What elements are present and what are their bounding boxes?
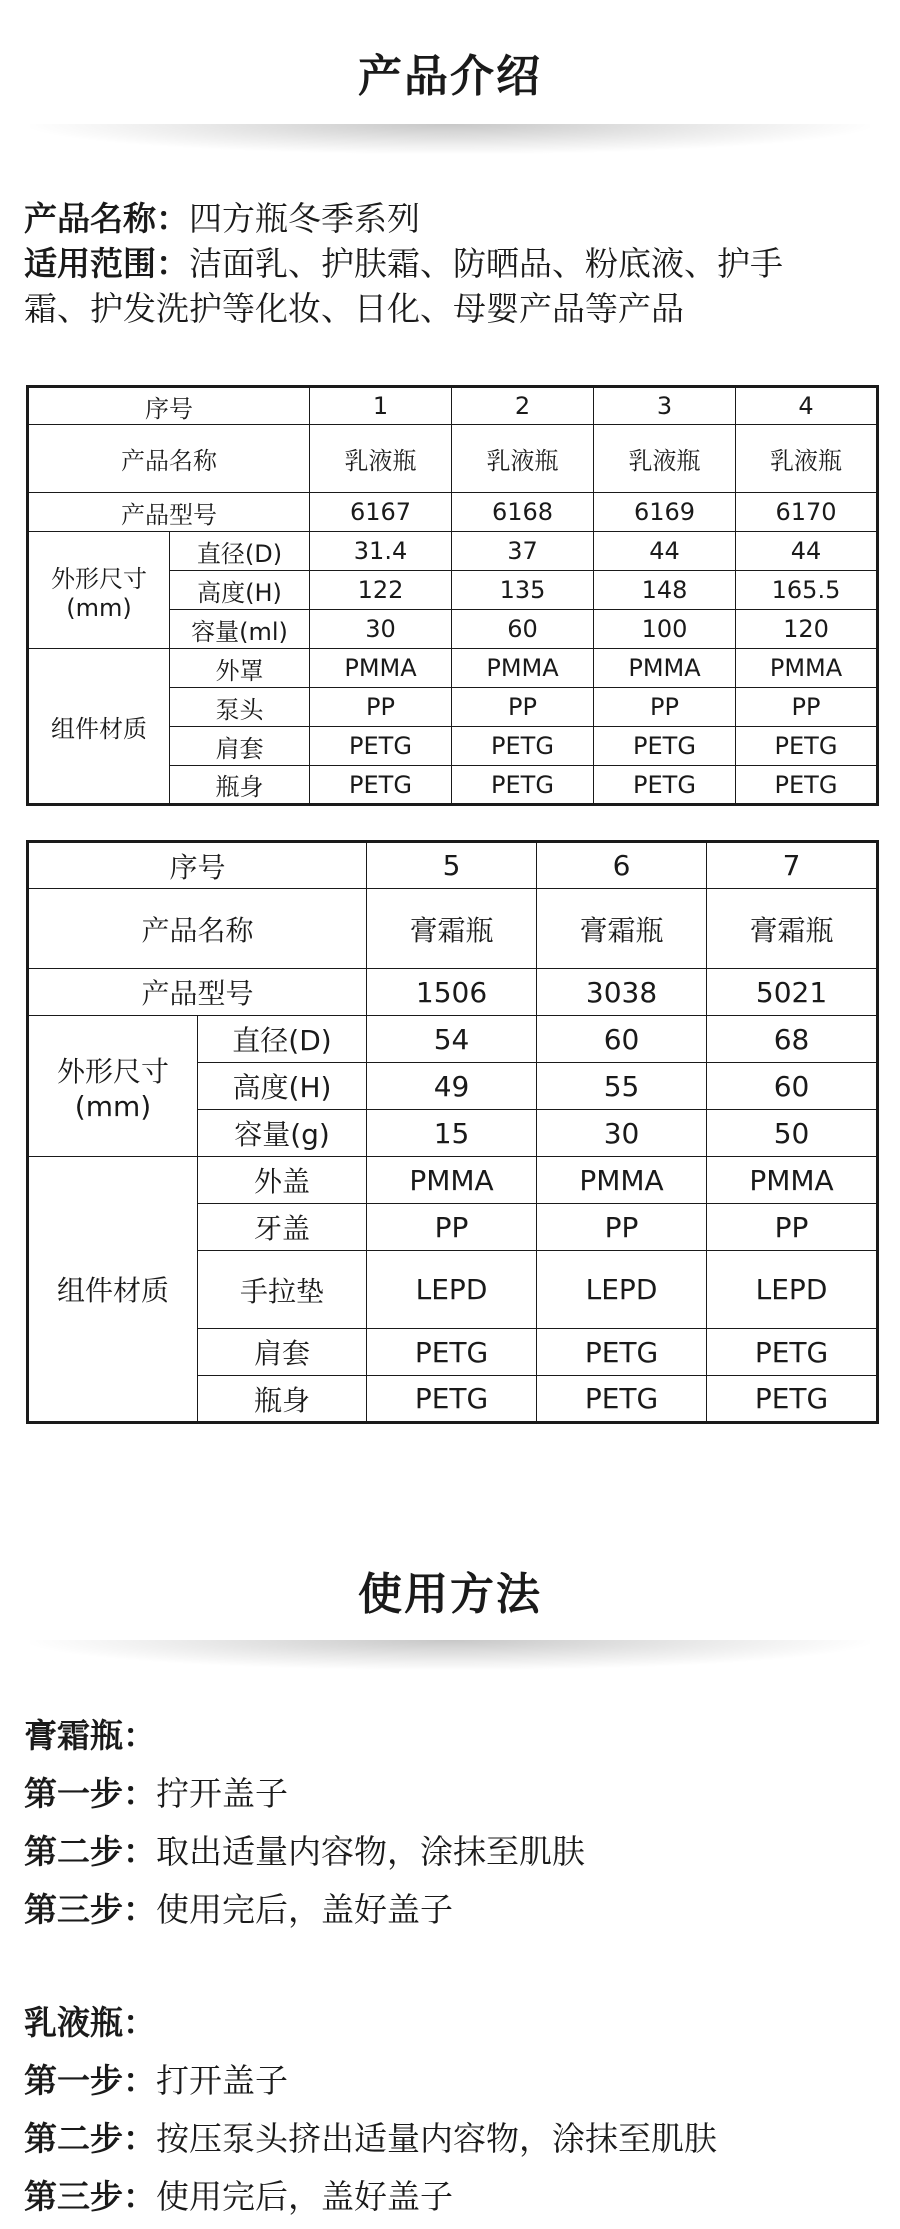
cell-name: 乳液瓶 <box>310 425 452 493</box>
cell-name: 膏霜瓶 <box>707 889 878 969</box>
cell-material: PMMA <box>537 1157 707 1204</box>
cell-model: 6168 <box>452 493 594 532</box>
header-height: 高度(H) <box>170 571 310 610</box>
cell-no: 6 <box>537 842 707 889</box>
header-size-unit: (mm) <box>66 593 132 622</box>
cell-name: 乳液瓶 <box>452 425 594 493</box>
table-row <box>28 1157 878 1204</box>
cell-diameter: 54 <box>367 1016 537 1063</box>
cell-height: 55 <box>537 1063 707 1110</box>
step-label: 第三步： <box>24 2177 156 2216</box>
header-material-5: 瓶身 <box>198 1376 367 1423</box>
header-name: 产品名称 <box>28 425 310 493</box>
title-divider-shadow <box>30 124 870 154</box>
lotion-step-1 <box>24 2052 884 2110</box>
table-row <box>28 387 878 425</box>
header-size-label: 外形尺寸 <box>56 1054 169 1088</box>
lotion-step-2 <box>24 2110 884 2168</box>
product-name-value: 四方瓶冬季系列 <box>189 199 420 238</box>
header-model: 产品型号 <box>28 969 367 1016</box>
cell-model: 3038 <box>537 969 707 1016</box>
cell-name: 膏霜瓶 <box>537 889 707 969</box>
cell-height: 122 <box>310 571 452 610</box>
cell-model: 6170 <box>736 493 878 532</box>
lotion-heading-label: 乳液瓶： <box>24 2003 156 2042</box>
step-label: 第三步： <box>24 1890 156 1929</box>
cell-height: 49 <box>367 1063 537 1110</box>
cell-material: PETG <box>452 727 594 766</box>
cell-material: LEPD <box>707 1251 878 1329</box>
cell-height: 60 <box>707 1063 878 1110</box>
cell-capacity: 15 <box>367 1110 537 1157</box>
cell-material: PETG <box>452 766 594 805</box>
cell-material: PETG <box>594 727 736 766</box>
header-material-4: 肩套 <box>198 1329 367 1376</box>
cell-material: PETG <box>707 1329 878 1376</box>
cream-step-1 <box>24 1765 884 1823</box>
scope-line <box>24 241 884 286</box>
cell-diameter: 68 <box>707 1016 878 1063</box>
scope-value-1: 洁面乳、护肤霜、防晒品、粉底液、护手 <box>189 244 783 283</box>
title-divider-shadow <box>30 1640 870 1670</box>
cell-material: PETG <box>310 727 452 766</box>
cell-material: PMMA <box>707 1157 878 1204</box>
section-title-product-intro: 产品介绍 <box>358 51 542 102</box>
cell-material: PMMA <box>452 649 594 688</box>
cell-material: LEPD <box>367 1251 537 1329</box>
cell-material: PMMA <box>594 649 736 688</box>
cell-material: PETG <box>594 766 736 805</box>
cell-material: PMMA <box>736 649 878 688</box>
header-size-unit: (mm) <box>74 1089 152 1123</box>
cell-diameter: 60 <box>537 1016 707 1063</box>
header-capacity: 容量(ml) <box>170 610 310 649</box>
scope-line-2 <box>24 286 884 331</box>
cell-height: 135 <box>452 571 594 610</box>
cell-material: PMMA <box>367 1157 537 1204</box>
header-size-label: 外形尺寸 <box>51 564 147 593</box>
cell-model: 1506 <box>367 969 537 1016</box>
table-row <box>28 1016 878 1063</box>
cell-material: PETG <box>707 1376 878 1423</box>
cell-name: 乳液瓶 <box>594 425 736 493</box>
header-name: 产品名称 <box>28 889 367 969</box>
cell-model: 5021 <box>707 969 878 1016</box>
cream-heading <box>24 1707 884 1765</box>
section-title-usage: 使用方法 <box>358 1569 542 1620</box>
cream-steps <box>24 1707 884 1939</box>
cell-material: PP <box>310 688 452 727</box>
cream-step-3 <box>24 1881 884 1939</box>
step-label: 第一步： <box>24 2061 156 2100</box>
table-row <box>28 493 878 532</box>
header-material-3: 手拉垫 <box>198 1251 367 1329</box>
cell-height: 148 <box>594 571 736 610</box>
cell-material: PETG <box>310 766 452 805</box>
step-text: 打开盖子 <box>156 2061 288 2100</box>
cell-no: 2 <box>452 387 594 425</box>
header-height: 高度(H) <box>198 1063 367 1110</box>
header-material-3: 肩套 <box>170 727 310 766</box>
cell-material: PETG <box>736 766 878 805</box>
cell-material: PP <box>736 688 878 727</box>
cell-height: 165.5 <box>736 571 878 610</box>
product-info <box>24 196 884 331</box>
cell-material: PETG <box>367 1329 537 1376</box>
header-diameter: 直径(D) <box>198 1016 367 1063</box>
cell-capacity: 30 <box>310 610 452 649</box>
cell-material: PETG <box>736 727 878 766</box>
cell-model: 6167 <box>310 493 452 532</box>
scope-value-2: 霜、护发洗护等化妆、日化、母婴产品等产品 <box>24 289 684 328</box>
cell-name: 膏霜瓶 <box>367 889 537 969</box>
spec-table-cream <box>26 840 879 1424</box>
cell-capacity: 60 <box>452 610 594 649</box>
cell-no: 3 <box>594 387 736 425</box>
cell-capacity: 30 <box>537 1110 707 1157</box>
cell-capacity: 100 <box>594 610 736 649</box>
lotion-step-3 <box>24 2168 884 2226</box>
table-row <box>28 649 878 688</box>
step-text: 按压泵头挤出适量内容物，涂抹至肌肤 <box>156 2119 717 2158</box>
header-size <box>28 1016 198 1157</box>
header-material-2: 泵头 <box>170 688 310 727</box>
header-material: 组件材质 <box>28 649 170 805</box>
cell-no: 4 <box>736 387 878 425</box>
product-name-line <box>24 196 884 241</box>
cell-model: 6169 <box>594 493 736 532</box>
header-capacity: 容量(g) <box>198 1110 367 1157</box>
step-text: 使用完后，盖好盖子 <box>156 2177 453 2216</box>
cream-step-2 <box>24 1823 884 1881</box>
table-row <box>28 842 878 889</box>
cell-no: 1 <box>310 387 452 425</box>
header-no: 序号 <box>28 387 310 425</box>
cell-material: LEPD <box>537 1251 707 1329</box>
cell-material: PP <box>452 688 594 727</box>
spec-table-lotion <box>26 385 879 806</box>
cell-material: PETG <box>537 1376 707 1423</box>
cell-material: PETG <box>367 1376 537 1423</box>
cell-no: 5 <box>367 842 537 889</box>
header-material-1: 外罩 <box>170 649 310 688</box>
lotion-steps <box>24 1994 884 2226</box>
cell-diameter: 44 <box>594 532 736 571</box>
header-material-1: 外盖 <box>198 1157 367 1204</box>
cell-diameter: 37 <box>452 532 594 571</box>
header-material-4: 瓶身 <box>170 766 310 805</box>
product-name-label: 产品名称： <box>24 199 189 238</box>
table-row <box>28 532 878 571</box>
cell-material: PP <box>367 1204 537 1251</box>
header-size <box>28 532 170 649</box>
step-label: 第二步： <box>24 2119 156 2158</box>
cell-diameter: 44 <box>736 532 878 571</box>
cell-material: PP <box>594 688 736 727</box>
scope-label: 适用范围： <box>24 244 189 283</box>
cell-material: PMMA <box>310 649 452 688</box>
step-text: 拧开盖子 <box>156 1774 288 1813</box>
cell-diameter: 31.4 <box>310 532 452 571</box>
cell-name: 乳液瓶 <box>736 425 878 493</box>
step-text: 取出适量内容物，涂抹至肌肤 <box>156 1832 585 1871</box>
cell-material: PP <box>537 1204 707 1251</box>
table-row <box>28 425 878 493</box>
step-label: 第二步： <box>24 1832 156 1871</box>
table-row <box>28 889 878 969</box>
cell-no: 7 <box>707 842 878 889</box>
header-material-2: 牙盖 <box>198 1204 367 1251</box>
header-no: 序号 <box>28 842 367 889</box>
cream-heading-label: 膏霜瓶： <box>24 1716 156 1755</box>
table-row <box>28 969 878 1016</box>
step-text: 使用完后，盖好盖子 <box>156 1890 453 1929</box>
header-material: 组件材质 <box>28 1157 198 1423</box>
cell-capacity: 50 <box>707 1110 878 1157</box>
lotion-heading <box>24 1994 884 2052</box>
header-diameter: 直径(D) <box>170 532 310 571</box>
header-model: 产品型号 <box>28 493 310 532</box>
step-label: 第一步： <box>24 1774 156 1813</box>
cell-capacity: 120 <box>736 610 878 649</box>
cell-material: PP <box>707 1204 878 1251</box>
cell-material: PETG <box>537 1329 707 1376</box>
